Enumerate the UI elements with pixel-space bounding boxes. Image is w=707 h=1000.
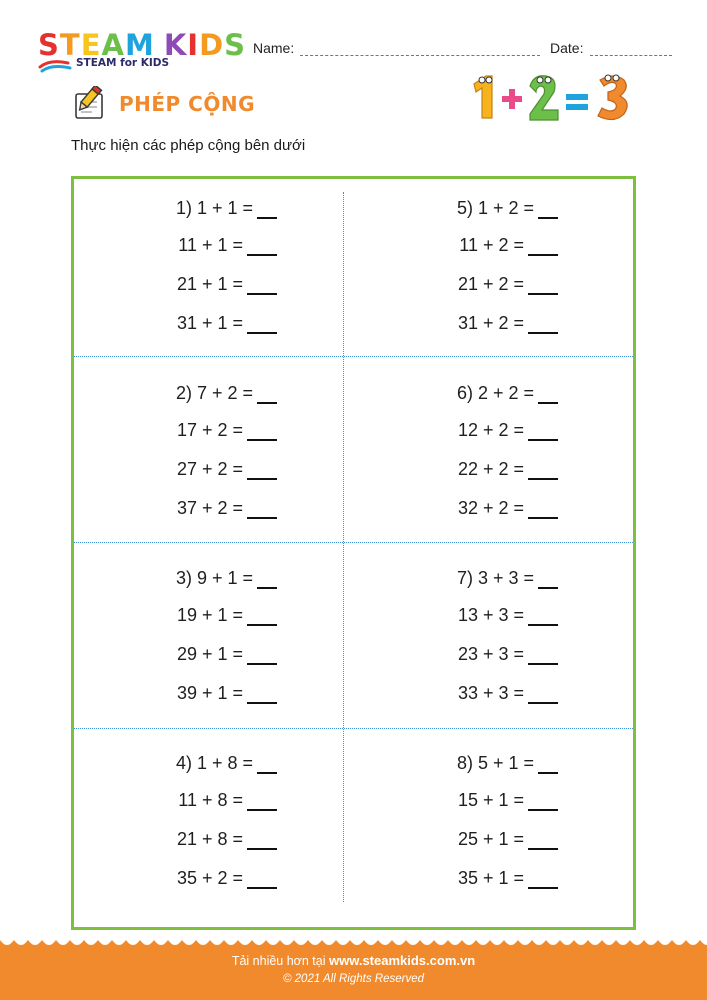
- row-divider: [74, 356, 633, 357]
- answer-blank[interactable]: [528, 240, 558, 256]
- footer-download-line: [0, 953, 707, 968]
- answer-blank[interactable]: [538, 203, 558, 219]
- equation-text: 19 + 1 =: [176, 605, 243, 625]
- answer-blank[interactable]: [528, 318, 558, 334]
- footer-prefix: Tải nhiều hơn tại: [231, 954, 326, 968]
- equation-text: 22 + 2 =: [457, 459, 524, 479]
- exercise-block: [358, 567, 558, 707]
- equation-text: 32 + 2 =: [457, 498, 524, 518]
- exercise-line: [177, 458, 277, 480]
- equation-text: 33 + 3 =: [457, 683, 524, 703]
- equation-text: 8) 5 + 1 =: [456, 753, 534, 773]
- footer-copyright: © 2021 All Rights Reserved: [282, 973, 424, 985]
- answer-blank[interactable]: [247, 873, 277, 889]
- row-divider: [74, 728, 633, 729]
- answer-blank[interactable]: [247, 318, 277, 334]
- equation-text: 37 + 2 =: [176, 498, 243, 518]
- exercise-block: [77, 197, 277, 337]
- exercise-line: [459, 234, 558, 256]
- numbers-characters-icon: [468, 70, 640, 126]
- exercise-line: [458, 867, 558, 889]
- equation-text: 1) 1 + 1 =: [175, 198, 253, 218]
- answer-blank[interactable]: [247, 240, 277, 256]
- answer-blank[interactable]: [538, 388, 558, 404]
- equation-text: 35 + 2 =: [176, 868, 243, 888]
- name-label: Name:: [253, 40, 295, 56]
- exercise-heading: [176, 752, 277, 774]
- equation-text: 17 + 2 =: [176, 420, 243, 440]
- exercise-line: [458, 789, 558, 811]
- exercise-line: [177, 273, 277, 295]
- exercise-block: [358, 382, 558, 522]
- equation-text: 21 + 8 =: [176, 829, 243, 849]
- footer-site-link[interactable]: www.steamkids.com.vn: [328, 953, 476, 968]
- logo-letter: S: [38, 28, 60, 62]
- equation-text: 7) 3 + 3 =: [456, 568, 534, 588]
- answer-blank[interactable]: [528, 279, 558, 295]
- equation-text: 31 + 2 =: [457, 313, 524, 333]
- answer-blank[interactable]: [257, 388, 277, 404]
- exercise-line: [177, 828, 277, 850]
- exercise-line: [177, 604, 277, 626]
- answer-blank[interactable]: [528, 649, 558, 665]
- exercise-heading: [176, 382, 277, 404]
- logo-letter: E: [80, 28, 102, 62]
- equation-text: 31 + 1 =: [176, 313, 243, 333]
- exercise-block: [358, 197, 558, 337]
- answer-blank[interactable]: [247, 425, 277, 441]
- equation-text: 21 + 2 =: [457, 274, 524, 294]
- steam-kids-logo: [38, 28, 247, 74]
- exercise-line: [177, 312, 277, 334]
- answer-blank[interactable]: [538, 573, 558, 589]
- equation-text: 2) 7 + 2 =: [175, 383, 253, 403]
- exercise-line: [177, 867, 277, 889]
- logo-letter: A: [101, 28, 125, 62]
- exercise-line: [458, 604, 558, 626]
- equation-text: 13 + 3 =: [457, 605, 524, 625]
- footer-scallop: [0, 940, 707, 950]
- exercise-line: [178, 789, 277, 811]
- equation-text: 39 + 1 =: [176, 683, 243, 703]
- logo-letter: D: [199, 28, 225, 62]
- exercise-line: [177, 419, 277, 441]
- equation-text: 4) 1 + 8 =: [175, 753, 253, 773]
- equation-text: 15 + 1 =: [457, 790, 524, 810]
- exercise-line: [178, 234, 277, 256]
- equation-text: 35 + 1 =: [457, 868, 524, 888]
- exercise-heading: [176, 567, 277, 589]
- exercise-line: [458, 497, 558, 519]
- exercise-block: [77, 752, 277, 892]
- exercise-line: [177, 643, 277, 665]
- logo-letter: K: [163, 28, 188, 62]
- pencil-paper-icon: [70, 86, 108, 122]
- answer-blank[interactable]: [528, 688, 558, 704]
- exercise-line: [458, 682, 558, 704]
- equation-text: 3) 9 + 1 =: [175, 568, 253, 588]
- answer-blank[interactable]: [247, 834, 277, 850]
- equation-text: 12 + 2 =: [457, 420, 524, 440]
- answer-blank[interactable]: [247, 503, 277, 519]
- exercise-line: [458, 643, 558, 665]
- date-label: Date:: [550, 40, 584, 56]
- footer-bar: [0, 940, 707, 1000]
- exercise-heading: [457, 382, 558, 404]
- answer-blank[interactable]: [257, 203, 277, 219]
- answer-blank[interactable]: [528, 464, 558, 480]
- equation-text: 27 + 2 =: [176, 459, 243, 479]
- date-field[interactable]: [590, 55, 672, 56]
- exercise-block: [358, 752, 558, 892]
- answer-blank[interactable]: [247, 795, 277, 811]
- answer-blank[interactable]: [247, 649, 277, 665]
- answer-blank[interactable]: [528, 610, 558, 626]
- exercise-line: [177, 497, 277, 519]
- exercise-line: [458, 419, 558, 441]
- answer-blank[interactable]: [528, 425, 558, 441]
- answer-blank[interactable]: [247, 464, 277, 480]
- answer-blank[interactable]: [528, 873, 558, 889]
- logo-wordmark: [38, 30, 246, 60]
- name-field[interactable]: [300, 55, 540, 56]
- exercise-heading: [457, 567, 558, 589]
- equation-text: 29 + 1 =: [176, 644, 243, 664]
- answer-blank[interactable]: [257, 573, 277, 589]
- exercise-line: [458, 273, 558, 295]
- equation-text: 6) 2 + 2 =: [456, 383, 534, 403]
- logo-swoosh-icon: [38, 57, 74, 73]
- logo-letter: I: [187, 28, 200, 62]
- logo-letter: M: [124, 28, 155, 62]
- exercise-heading: [176, 197, 277, 219]
- equation-text: 5) 1 + 2 =: [456, 198, 534, 218]
- exercise-line: [458, 458, 558, 480]
- answer-blank[interactable]: [247, 688, 277, 704]
- answer-blank[interactable]: [247, 610, 277, 626]
- equation-text: 11 + 1 =: [178, 235, 243, 255]
- row-divider: [74, 542, 633, 543]
- exercise-line: [177, 682, 277, 704]
- equation-text: 23 + 3 =: [457, 644, 524, 664]
- exercise-heading: [457, 752, 558, 774]
- answer-blank[interactable]: [247, 279, 277, 295]
- equation-text: 11 + 8 =: [178, 790, 243, 810]
- instruction-text: Thực hiện các phép cộng bên dưới: [71, 137, 306, 154]
- equation-text: 25 + 1 =: [457, 829, 524, 849]
- exercise-block: [77, 382, 277, 522]
- logo-letter: T: [59, 28, 81, 62]
- exercise-line: [458, 828, 558, 850]
- answer-blank[interactable]: [538, 758, 558, 774]
- page-title: PHÉP CỘNG: [119, 92, 256, 116]
- logo-letter: S: [224, 28, 247, 62]
- answer-blank[interactable]: [528, 834, 558, 850]
- equation-text: 11 + 2 =: [459, 235, 524, 255]
- column-divider: [343, 192, 344, 902]
- answer-blank[interactable]: [528, 795, 558, 811]
- exercise-line: [458, 312, 558, 334]
- answer-blank[interactable]: [528, 503, 558, 519]
- exercise-heading: [457, 197, 558, 219]
- logo-tagline: STEAM for KIDS: [76, 57, 170, 69]
- answer-blank[interactable]: [257, 758, 277, 774]
- equation-text: 21 + 1 =: [176, 274, 243, 294]
- exercise-block: [77, 567, 277, 707]
